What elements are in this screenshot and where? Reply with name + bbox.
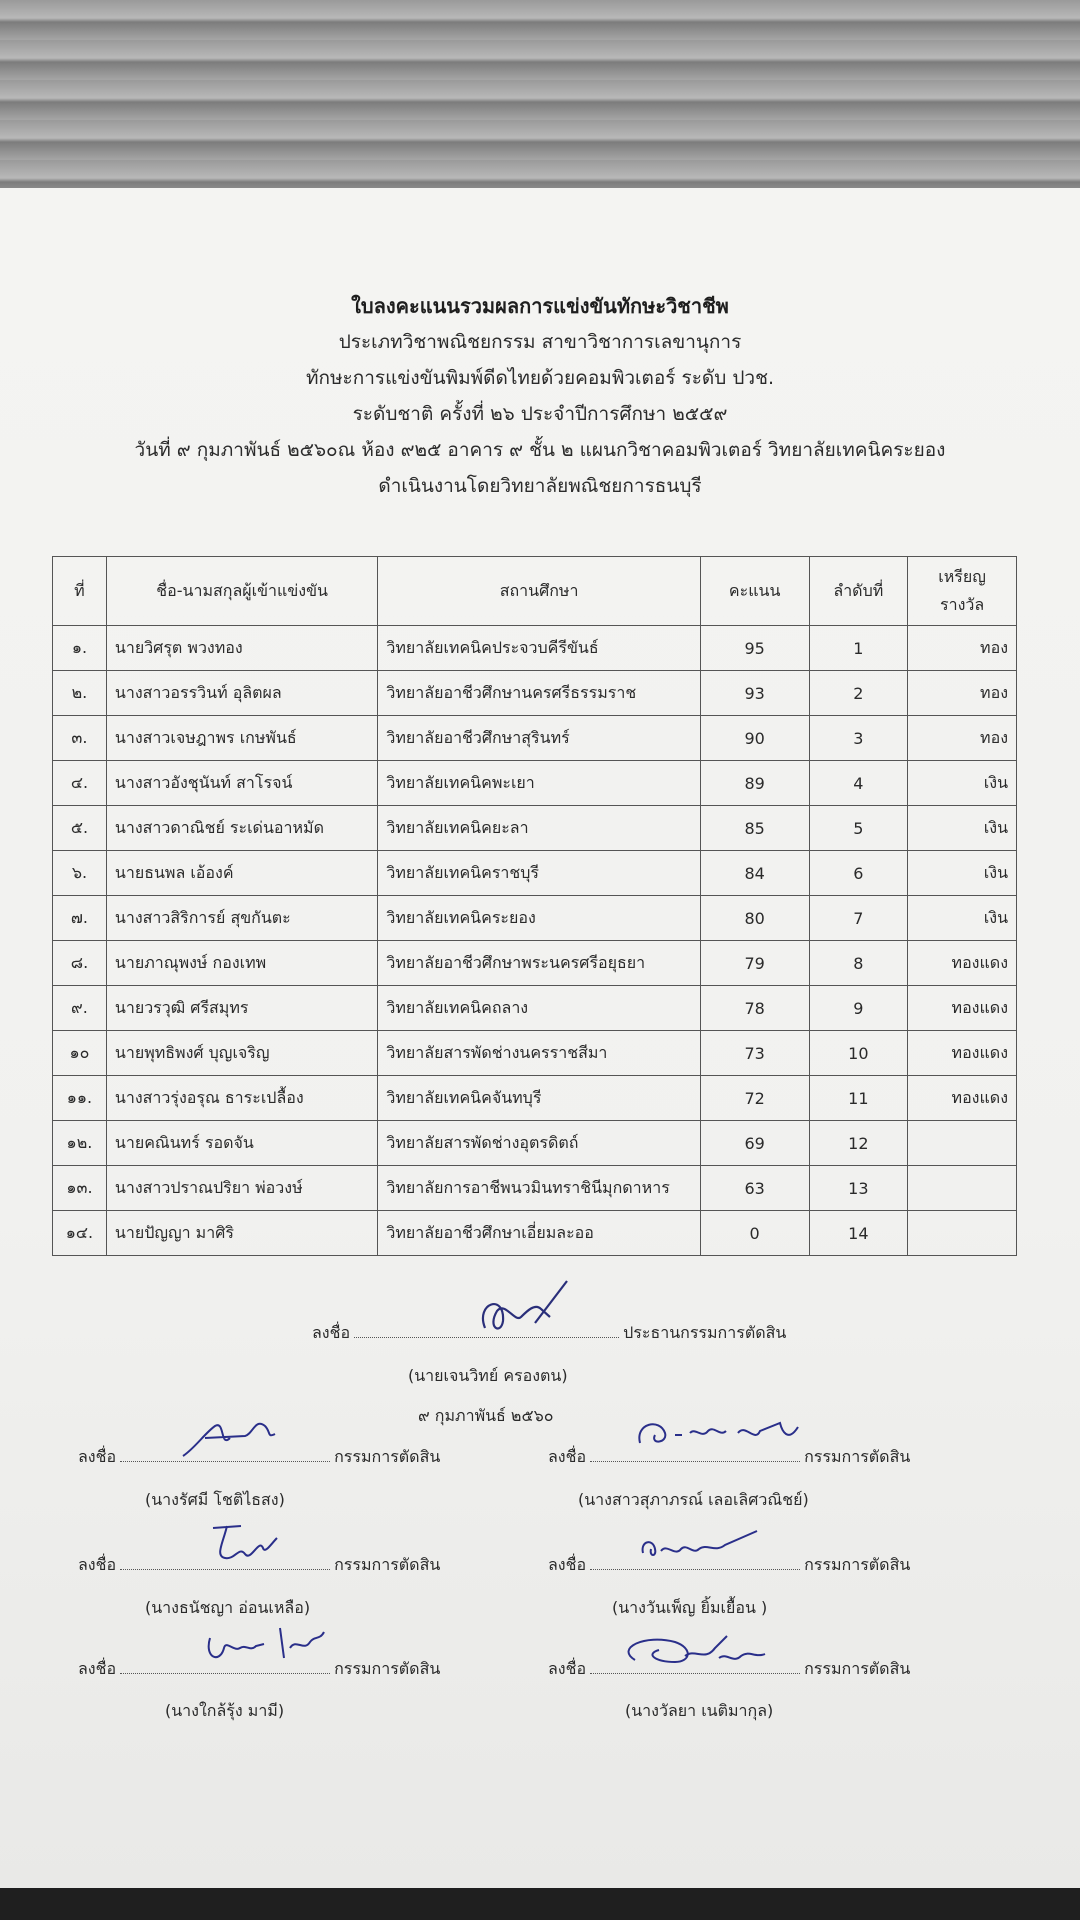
cell-name: นางสาวเจษฎาพร เกษพันธ์ [106, 716, 378, 761]
cell-rank: 12 [809, 1121, 908, 1166]
cell-medal: ทองแดง [908, 986, 1017, 1031]
cell-no: ๘. [53, 941, 107, 986]
table-row [53, 1031, 1017, 1076]
cell-rank: 4 [809, 761, 908, 806]
judge-role-6: กรรมการตัดสิน [804, 1659, 911, 1678]
chair-role: ประธานกรรมการตัดสิน [623, 1323, 787, 1342]
judge-name-4: (นางวันเพ็ญ ยิ้มเยื้อน ) [612, 1598, 768, 1617]
sign-label: ลงชื่อ [548, 1659, 587, 1678]
judge-role-2: กรรมการตัดสิน [804, 1447, 911, 1466]
cell-rank: 2 [809, 671, 908, 716]
cell-no: ๕. [53, 806, 107, 851]
cell-score: 93 [700, 671, 809, 716]
cell-medal: ทอง [908, 716, 1017, 761]
chair-name: (นายเจนวิทย์ ครองตน) [408, 1366, 568, 1385]
score-sheet-paper [0, 188, 1080, 1888]
cell-score: 80 [700, 896, 809, 941]
cell-no: ๒. [53, 671, 107, 716]
header-medal [908, 557, 1017, 626]
cell-no: ๑๐ [53, 1031, 107, 1076]
cell-name: นายปัญญา มาศิริ [106, 1211, 378, 1256]
cell-name: นางสาวปราณปริยา พ่อวงษ์ [106, 1166, 378, 1211]
cell-name: นางสาวดาณิชย์ ระเด่นอาหมัด [106, 806, 378, 851]
header-medal-line2: รางวัล [939, 595, 985, 614]
cell-score: 95 [700, 626, 809, 671]
cell-no: ๑. [53, 626, 107, 671]
cell-no: ๗. [53, 896, 107, 941]
cell-school: วิทยาลัยเทคนิคถลาง [378, 986, 700, 1031]
judge-role-4: กรรมการตัดสิน [804, 1555, 911, 1574]
header-line-skill: ทักษะการแข่งขันพิมพ์ดีดไทยด้วยคอมพิวเตอร์ ระดับ ปวช. [305, 367, 775, 389]
chair-date: ๙ กุมภาพันธ์ ๒๕๖๐ [418, 1406, 554, 1425]
cell-rank: 3 [809, 716, 908, 761]
cell-name: นางสาวสิริการย์ สุขกันตะ [106, 896, 378, 941]
judge-signature-scribble-3 [205, 1518, 285, 1568]
cell-score: 78 [700, 986, 809, 1031]
cell-school: วิทยาลัยเทคนิคพะเยา [378, 761, 700, 806]
judge-signature-scribble-2 [630, 1413, 810, 1458]
cell-school: วิทยาลัยสารพัดช่างอุตรดิตถ์ [378, 1121, 700, 1166]
cell-no: ๑๑. [53, 1076, 107, 1121]
cell-name: นางสาวอรรวินท์ อุลิตผล [106, 671, 378, 716]
cell-school: วิทยาลัยอาชีวศึกษาพระนครศรีอยุธยา [378, 941, 700, 986]
cell-medal [908, 1211, 1017, 1256]
header-line-organizer: ดำเนินงานโดยวิทยาลัยพณิชยการธนบุรี [378, 475, 702, 497]
cell-school: วิทยาลัยเทคนิคจันทบุรี [378, 1076, 700, 1121]
cell-name: นายคณินทร์ รอดจัน [106, 1121, 378, 1166]
header-line-date-venue: วันที่ ๙ กุมภาพันธ์ ๒๕๖๐ณ ห้อง ๙๒๕ อาคาร ๙ ชั้น ๒ แผนกวิชาคอมพิวเตอร์ วิทยาลัยเทคนิคระยอง [134, 439, 946, 461]
cell-score: 69 [700, 1121, 809, 1166]
cell-medal [908, 1166, 1017, 1211]
cell-medal: ทองแดง [908, 1076, 1017, 1121]
table-row [53, 1076, 1017, 1121]
header-name: ชื่อ-นามสกุลผู้เข้าแข่งขัน [106, 557, 378, 626]
cell-name: นายวิศรุต พวงทอง [106, 626, 378, 671]
window-blinds-background [0, 0, 1080, 190]
sign-label: ลงชื่อ [78, 1447, 117, 1466]
cell-school: วิทยาลัยการอาชีพนวมินทราชินีมุกดาหาร [378, 1166, 700, 1211]
cell-medal: ทองแดง [908, 1031, 1017, 1076]
header-line-category: ประเภทวิชาพณิชยกรรม สาขาวิชาการเลขานุการ [338, 331, 742, 353]
cell-rank: 13 [809, 1166, 908, 1211]
header-no: ที่ [53, 557, 107, 626]
cell-score: 72 [700, 1076, 809, 1121]
cell-medal [908, 1121, 1017, 1166]
results-table [52, 556, 1017, 1256]
header-score: คะแนน [700, 557, 809, 626]
table-row [53, 941, 1017, 986]
cell-medal: เงิน [908, 851, 1017, 896]
header-rank: ลำดับที่ [809, 557, 908, 626]
sign-label: ลงชื่อ [548, 1555, 587, 1574]
cell-score: 0 [700, 1211, 809, 1256]
table-row [53, 1211, 1017, 1256]
cell-name: นายวรวุฒิ ศรีสมุทร [106, 986, 378, 1031]
judge-role-3: กรรมการตัดสิน [334, 1555, 441, 1574]
cell-school: วิทยาลัยอาชีวศึกษานครศรีธรรมราช [378, 671, 700, 716]
cell-no: ๖. [53, 851, 107, 896]
document-header [0, 288, 1080, 504]
cell-no: ๑๓. [53, 1166, 107, 1211]
cell-medal: เงิน [908, 806, 1017, 851]
judge-signature-scribble-4 [635, 1523, 765, 1568]
table-row [53, 851, 1017, 896]
sign-label: ลงชื่อ [312, 1323, 351, 1342]
cell-name: นางสาวอังชุนันท์ สาโรจน์ [106, 761, 378, 806]
sign-label: ลงชื่อ [78, 1659, 117, 1678]
cell-score: 89 [700, 761, 809, 806]
sign-label: ลงชื่อ [78, 1555, 117, 1574]
judge-name-6: (นางวัลยา เนติมากุล) [625, 1701, 774, 1720]
cell-rank: 5 [809, 806, 908, 851]
table-row [53, 626, 1017, 671]
table-row [53, 806, 1017, 851]
cell-score: 79 [700, 941, 809, 986]
cell-school: วิทยาลัยเทคนิคระยอง [378, 896, 700, 941]
cell-rank: 7 [809, 896, 908, 941]
cell-score: 73 [700, 1031, 809, 1076]
cell-no: ๑๒. [53, 1121, 107, 1166]
cell-rank: 10 [809, 1031, 908, 1076]
header-school: สถานศึกษา [378, 557, 700, 626]
cell-score: 63 [700, 1166, 809, 1211]
cell-medal: เงิน [908, 761, 1017, 806]
table-header-row [53, 557, 1017, 626]
cell-no: ๙. [53, 986, 107, 1031]
cell-school: วิทยาลัยเทคนิคประจวบคีรีขันธ์ [378, 626, 700, 671]
cell-name: นายธนพล เอ้องค์ [106, 851, 378, 896]
judge-name-2: (นางสาวสุภาภรณ์ เลอเลิศวณิชย์) [578, 1490, 809, 1509]
cell-rank: 14 [809, 1211, 908, 1256]
table-row [53, 896, 1017, 941]
header-line-level: ระดับชาติ ครั้งที่ ๒๖ ประจำปีการศึกษา ๒๕๕๙ [352, 403, 728, 425]
judge-signature-scribble-5 [200, 1618, 330, 1673]
header-medal-line1: เหรียญ [938, 567, 986, 586]
table-row [53, 986, 1017, 1031]
cell-score: 85 [700, 806, 809, 851]
cell-school: วิทยาลัยอาชีวศึกษาเอี่ยมละออ [378, 1211, 700, 1256]
cell-no: ๓. [53, 716, 107, 761]
table-row [53, 671, 1017, 716]
judge-signature-scribble-6 [615, 1628, 785, 1673]
judge-name-3: (นางธนัชญา อ่อนเหลือ) [145, 1598, 311, 1617]
cell-school: วิทยาลัยเทคนิคราชบุรี [378, 851, 700, 896]
judge-role-5: กรรมการตัดสิน [334, 1659, 441, 1678]
cell-medal: ทอง [908, 626, 1017, 671]
chair-signature-scribble [475, 1273, 575, 1343]
cell-no: ๑๔. [53, 1211, 107, 1256]
document-title: ใบลงคะแนนรวมผลการแข่งขันทักษะวิชาชีพ [351, 294, 729, 318]
cell-medal: เงิน [908, 896, 1017, 941]
cell-school: วิทยาลัยอาชีวศึกษาสุรินทร์ [378, 716, 700, 761]
judge-signature-scribble-1 [175, 1408, 285, 1463]
cell-rank: 8 [809, 941, 908, 986]
table-row [53, 716, 1017, 761]
dark-surface-edge [0, 1888, 1080, 1920]
table-row [53, 761, 1017, 806]
cell-rank: 1 [809, 626, 908, 671]
cell-name: นายพุทธิพงศ์ บุญเจริญ [106, 1031, 378, 1076]
cell-score: 84 [700, 851, 809, 896]
cell-name: นายภาณุพงษ์ กองเทพ [106, 941, 378, 986]
cell-no: ๔. [53, 761, 107, 806]
cell-rank: 9 [809, 986, 908, 1031]
cell-rank: 11 [809, 1076, 908, 1121]
judge-name-1: (นางรัศมี โชติไธสง) [145, 1490, 285, 1509]
sign-label: ลงชื่อ [548, 1447, 587, 1466]
table-row [53, 1166, 1017, 1211]
cell-rank: 6 [809, 851, 908, 896]
cell-name: นางสาวรุ่งอรุณ ธาระเปลื้อง [106, 1076, 378, 1121]
cell-medal: ทองแดง [908, 941, 1017, 986]
cell-medal: ทอง [908, 671, 1017, 716]
judge-name-5: (นางใกล้รุ้ง มามี) [165, 1701, 285, 1720]
table-row [53, 1121, 1017, 1166]
cell-score: 90 [700, 716, 809, 761]
judge-role-1: กรรมการตัดสิน [334, 1447, 441, 1466]
cell-school: วิทยาลัยสารพัดช่างนครราชสีมา [378, 1031, 700, 1076]
cell-school: วิทยาลัยเทคนิคยะลา [378, 806, 700, 851]
